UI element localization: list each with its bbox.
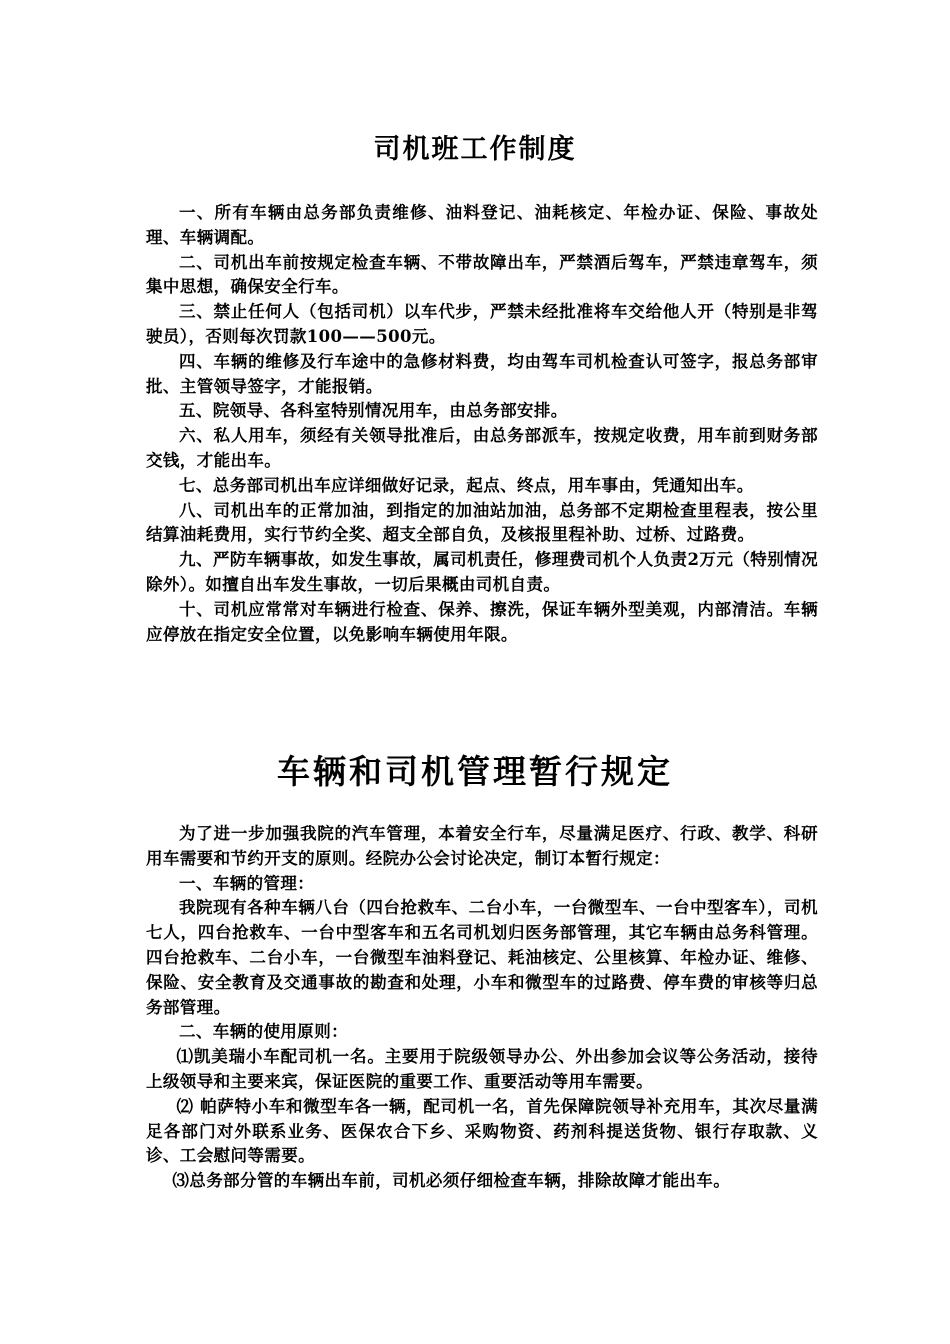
doc2-paragraph-2: 一、车辆的管理： (179, 873, 315, 893)
doc1-paragraph-2: 二、司机出车前按规定检查车辆、不带故障出车，严禁酒后驾车，严禁违章驾车，须集中思想，确保安全行车。 (146, 252, 818, 297)
doc1-paragraph-8: 八、司机出车的正常加油，到指定的加油站加油，总务部不定期检查里程表，按公里结算油耗费用，实行节约全奖、超支全部自负，及核报里程补助、过桥、过路费。 (146, 500, 818, 545)
doc2-paragraph-1: 为了进一步加强我院的汽车管理，本着安全行车，尽量满足医疗、行政、教学、科研用车需要和节约开支的原则。经院办公会讨论决定，制订本暂行规定： (146, 824, 818, 868)
doc1-paragraph-9: 九、严防车辆事故，如发生事故，属司机责任，修理费司机个人负责2万元（特别情况除外）。如擅自出车发生事故，一切后果概由司机自责。 (146, 550, 818, 594)
doc2-body (146, 822, 818, 1194)
doc1-paragraph-5: 五、院领导、各科室特别情况用车，由总务部安排。 (179, 401, 568, 421)
doc2-paragraph-5: ⑴凯美瑞小车配司机一名。主要用于院级领导办公、外出参加会议等公务活动，接待上级领导和主要来宾，保证医院的重要工作、重要活动等用车需要。 (146, 1047, 818, 1091)
doc1-title: 司机班工作制度 (373, 134, 577, 165)
doc2-paragraph-4: 二、车辆的使用原则： (179, 1022, 348, 1042)
doc1-paragraph-7: 七、总务部司机出车应详细做好记录，起点、终点，用车事由，凭通知出车。 (179, 475, 754, 495)
doc2-paragraph-7: ⑶总务部分管的车辆出车前，司机必须仔细检查车辆，排除故障才能出车。 (172, 1171, 731, 1191)
doc2-title: 车辆和司机管理暂行规定 (277, 752, 673, 791)
doc1-paragraph-10: 十、司机应常常对车辆进行检查、保养、擦洗，保证车辆外型美观，内部清洁。车辆应停放在指定安全位置，以免影响车辆使用年限。 (146, 599, 818, 644)
doc1-paragraph-3: 三、禁止任何人（包括司机）以车代步，严禁未经批准将车交给他人开（特别是非驾驶员），否则每次罚款100——500元。 (146, 302, 818, 346)
doc1-paragraph-1: 一、所有车辆由总务部负责维修、油料登记、油耗核定、年检办证、保险、事故处理、车辆调配。 (146, 203, 818, 247)
doc2-paragraph-3: 我院现有各种车辆八台（四台抢救车、二台小车，一台微型车、一台中型客车），司机七人，四台抢救车、一台中型客车和五名司机划归医务部管理，其它车辆由总务科管理。四台抢救车、二台小车，一台微型车油料登记、耗油核定、公里核算、年检办证、维修、保险、安全教育及交通事故的勘查和处理，小车和微型车的过路费、停车费的审核等归总务部管理。 (146, 898, 818, 1017)
doc2-paragraph-6: ⑵ 帕萨特小车和微型车各一辆，配司机一名，首先保障院领导补充用车，其次尽量满足各部门对外联系业务、医保农合下乡、采购物资、药剂科提送货物、银行存取款、义诊、工会慰问等需要。 (146, 1096, 818, 1166)
doc1-paragraph-6: 六、私人用车，须经有关领导批准后，由总务部派车，按规定收费，用车前到财务部交钱，才能出车。 (146, 426, 818, 470)
doc1-paragraph-4: 四、车辆的维修及行车途中的急修材料费，均由驾车司机检查认可签字，报总务部审批、主管领导签字，才能报销。 (146, 351, 818, 396)
doc1-body (146, 201, 818, 647)
